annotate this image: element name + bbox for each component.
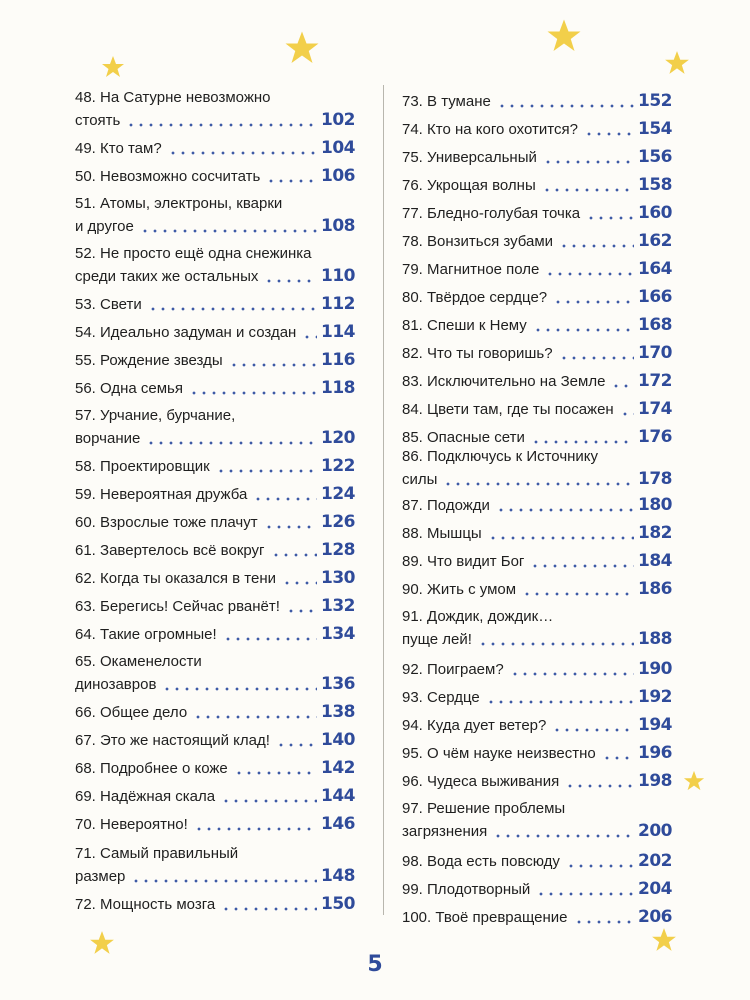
toc-entry-title: размер [75, 868, 126, 885]
toc-entry-title: 98. Вода есть повсюду [402, 853, 560, 870]
toc-entry-title: силы [402, 471, 438, 488]
dot-leader [216, 469, 317, 473]
dot-leader [565, 784, 634, 788]
dot-leader [510, 672, 634, 676]
toc-page-number: 140 [321, 730, 355, 750]
dot-leader [533, 328, 634, 332]
toc-page-number: 118 [321, 378, 355, 398]
toc-entry[interactable] [75, 595, 355, 618]
star-icon [100, 55, 126, 79]
dot-leader [253, 497, 317, 501]
star-icon [545, 18, 583, 54]
toc-entry[interactable] [75, 813, 355, 836]
dot-leader [545, 272, 634, 276]
toc-page-number: 108 [321, 216, 355, 236]
toc-entry[interactable] [402, 742, 672, 765]
dot-leader [478, 642, 634, 646]
star-icon [283, 30, 321, 66]
toc-entry[interactable] [402, 686, 672, 709]
toc-entry-title: стоять [75, 112, 121, 129]
toc-entry-title: 64. Такие огромные! [75, 626, 217, 643]
toc-entry-title: 54. Идеально задуман и создан [75, 324, 297, 341]
dot-leader [566, 864, 634, 868]
toc-entry-title: ворчание [75, 430, 141, 447]
dot-leader [522, 592, 634, 596]
toc-entry[interactable] [402, 714, 672, 737]
toc-entry[interactable] [402, 878, 672, 901]
toc-page-number: 188 [638, 629, 672, 649]
dot-leader [221, 799, 317, 803]
dot-leader [620, 412, 634, 416]
toc-entry-title: 99. Плодотворный [402, 881, 531, 898]
toc-page-number: 206 [638, 907, 672, 927]
toc-entry-title: 58. Проектировщик [75, 458, 210, 475]
toc-entry[interactable] [75, 405, 355, 450]
toc-page-number: 134 [321, 624, 355, 644]
toc-entry-title: 66. Общее дело [75, 704, 188, 721]
dot-leader [140, 229, 317, 233]
toc-entry[interactable] [75, 701, 355, 724]
toc-entry-title: 56. Одна семья [75, 380, 183, 397]
toc-page-number: 198 [638, 771, 672, 791]
dot-leader [264, 279, 317, 283]
toc-entry-title: 95. О чём науке неизвестно [402, 745, 596, 762]
toc-entry[interactable] [402, 398, 672, 421]
toc-entry[interactable] [402, 146, 672, 169]
toc-page-number: 174 [638, 399, 672, 419]
dot-leader [193, 715, 317, 719]
dot-leader [276, 743, 317, 747]
toc-entry[interactable] [75, 293, 355, 316]
dot-leader [574, 920, 635, 924]
toc-page-number: 166 [638, 287, 672, 307]
toc-page-number: 158 [638, 175, 672, 195]
toc-entry-title: 83. Исключительно на Земле [402, 373, 606, 390]
dot-leader [234, 771, 317, 775]
toc-page-number: 132 [321, 596, 355, 616]
toc-entry-title: 68. Подробнее о коже [75, 760, 228, 777]
dot-leader [486, 700, 634, 704]
dot-leader [611, 384, 634, 388]
dot-leader [552, 728, 634, 732]
dot-leader [542, 188, 634, 192]
page-number: 5 [367, 952, 383, 977]
toc-entry[interactable] [402, 494, 672, 517]
dot-leader [264, 525, 317, 529]
toc-page-number: 110 [321, 266, 355, 286]
dot-leader [543, 160, 634, 164]
dot-leader [148, 307, 317, 311]
toc-page-number: 138 [321, 702, 355, 722]
toc-entry-title: 81. Спеши к Нему [402, 317, 527, 334]
dot-leader [221, 907, 317, 911]
toc-entry[interactable] [75, 377, 355, 400]
toc-entry[interactable] [402, 446, 672, 491]
toc-page-number: 178 [638, 469, 672, 489]
dot-leader [146, 441, 317, 445]
toc-entry-title: загрязнения [402, 823, 488, 840]
toc-entry-title: 96. Чудеса выживания [402, 773, 560, 790]
toc-entry-title: 94. Куда дует ветер? [402, 717, 547, 734]
toc-entry-title: 88. Мышцы [402, 525, 482, 542]
toc-entry-title: 62. Когда ты оказался в тени [75, 570, 276, 587]
toc-entry[interactable] [402, 342, 672, 365]
toc-entry[interactable] [402, 906, 672, 929]
toc-entry-title: 79. Магнитное поле [402, 261, 540, 278]
toc-entry[interactable] [75, 193, 355, 238]
dot-leader [131, 879, 317, 883]
toc-entry[interactable] [75, 623, 355, 646]
toc-page-number: 150 [321, 894, 355, 914]
toc-page-number: 114 [321, 322, 355, 342]
toc-entry[interactable] [402, 850, 672, 873]
toc-page-number: 176 [638, 427, 672, 447]
toc-entry[interactable] [402, 798, 672, 843]
toc-entry-title: 67. Это же настоящий клад! [75, 732, 270, 749]
toc-entry-title: и другое [75, 218, 134, 235]
toc-entry[interactable] [75, 165, 355, 188]
toc-page-number: 156 [638, 147, 672, 167]
toc-entry[interactable] [75, 843, 355, 888]
dot-leader [559, 356, 634, 360]
toc-page-number: 194 [638, 715, 672, 735]
toc-page-number: 172 [638, 371, 672, 391]
toc-entry[interactable] [402, 202, 672, 225]
toc-entry[interactable] [75, 893, 355, 916]
dot-leader [586, 216, 634, 220]
toc-page-number: 104 [321, 138, 355, 158]
toc-entry-title: 76. Укрощая волны [402, 177, 536, 194]
toc-entry-title: 53. Свети [75, 296, 142, 313]
dot-leader [536, 892, 634, 896]
dot-leader [493, 834, 634, 838]
toc-page-number: 126 [321, 512, 355, 532]
dot-leader [488, 536, 634, 540]
toc-page-number: 204 [638, 879, 672, 899]
toc-entry-title: 86. Подключусь к Источнику [402, 448, 599, 465]
toc-entry[interactable] [402, 118, 672, 141]
dot-leader [559, 244, 634, 248]
toc-entry-title: 77. Бледно-голубая точка [402, 205, 581, 222]
toc-entry[interactable] [75, 567, 355, 590]
toc-entry[interactable] [75, 137, 355, 160]
toc-entry[interactable] [75, 511, 355, 534]
dot-leader [584, 132, 634, 136]
dot-leader [162, 687, 317, 691]
star-icon [663, 50, 691, 76]
toc-page-number: 144 [321, 786, 355, 806]
toc-entry-title: 70. Невероятно! [75, 816, 188, 833]
toc-entry-title: динозавров [75, 676, 157, 693]
star-icon [650, 927, 678, 953]
toc-page-number: 106 [321, 166, 355, 186]
toc-page-number: 190 [638, 659, 672, 679]
toc-page-number: 120 [321, 428, 355, 448]
toc-page-number: 148 [321, 866, 355, 886]
dot-leader [286, 609, 317, 613]
toc-entry[interactable] [402, 90, 672, 113]
dot-leader [271, 553, 317, 557]
toc-entry[interactable] [402, 606, 672, 651]
toc-entry-title: 100. Твоё превращение [402, 909, 568, 926]
toc-entry[interactable] [75, 757, 355, 780]
toc-entry-title: 75. Универсальный [402, 149, 537, 166]
toc-entry-title: 55. Рождение звезды [75, 352, 223, 369]
toc-entry-title: 65. Окаменелости [75, 653, 202, 670]
toc-entry[interactable] [402, 174, 672, 197]
toc-entry-title: 63. Берегись! Сейчас рванёт! [75, 598, 280, 615]
dot-leader [302, 335, 317, 339]
dot-leader [223, 637, 317, 641]
dot-leader [553, 300, 634, 304]
toc-entry[interactable] [75, 785, 355, 808]
toc-entry[interactable] [75, 729, 355, 752]
toc-entry-title: 59. Невероятная дружба [75, 486, 248, 503]
toc-page-number: 186 [638, 579, 672, 599]
toc-entry[interactable] [75, 483, 355, 506]
toc-entry[interactable] [75, 87, 355, 132]
toc-entry-title: 72. Мощность мозга [75, 896, 216, 913]
toc-page-number: 168 [638, 315, 672, 335]
toc-entry[interactable] [75, 539, 355, 562]
toc-entry[interactable] [402, 258, 672, 281]
toc-entry[interactable] [402, 578, 672, 601]
toc-page-number: 180 [638, 495, 672, 515]
toc-entry-title: 85. Опасные сети [402, 429, 525, 446]
toc-entry-title: среди таких же остальных [75, 268, 259, 285]
dot-leader [168, 151, 317, 155]
toc-entry[interactable] [75, 321, 355, 344]
toc-page-number: 192 [638, 687, 672, 707]
toc-entry[interactable] [402, 286, 672, 309]
toc-page-number: 136 [321, 674, 355, 694]
toc-entry-title: 90. Жить с умом [402, 581, 517, 598]
toc-entry[interactable] [402, 230, 672, 253]
toc-entry-title: 73. В тумане [402, 93, 491, 110]
toc-page-number: 200 [638, 821, 672, 841]
toc-page-number: 128 [321, 540, 355, 560]
dot-leader [189, 391, 317, 395]
dot-leader [496, 508, 634, 512]
dot-leader [194, 827, 317, 831]
toc-entry[interactable] [75, 243, 355, 288]
toc-entry-title: 74. Кто на кого охотится? [402, 121, 578, 138]
dot-leader [229, 363, 317, 367]
dot-leader [266, 179, 317, 183]
dot-leader [531, 440, 634, 444]
toc-page-number: 164 [638, 259, 672, 279]
toc-entry-title: 61. Завертелось всё вокруг [75, 542, 265, 559]
dot-leader [126, 123, 317, 127]
toc-page-number: 154 [638, 119, 672, 139]
toc-entry-title: 91. Дождик, дождик… [402, 608, 554, 625]
toc-entry-title: 80. Твёрдое сердце? [402, 289, 548, 306]
toc-entry-title: 89. Что видит Бог [402, 553, 525, 570]
toc-entry[interactable] [75, 651, 355, 696]
toc-entry[interactable] [402, 370, 672, 393]
toc-page-number: 196 [638, 743, 672, 763]
toc-page-number: 116 [321, 350, 355, 370]
toc-entry-title: 48. На Сатурне невозможно [75, 89, 271, 106]
toc-entry-title: 57. Урчание, бурчание, [75, 407, 236, 424]
toc-page-number: 142 [321, 758, 355, 778]
dot-leader [602, 756, 634, 760]
column-divider [383, 85, 384, 915]
dot-leader [282, 581, 317, 585]
toc-entry-title: 60. Взрослые тоже плачут [75, 514, 258, 531]
toc-entry-title: пуще лей! [402, 631, 472, 648]
dot-leader [497, 104, 634, 108]
star-icon [683, 770, 705, 792]
toc-entry-title: 71. Самый правильный [75, 845, 239, 862]
toc-entry[interactable] [75, 349, 355, 372]
toc-entry-title: 51. Атомы, электроны, кварки [75, 195, 283, 212]
toc-entry[interactable] [402, 658, 672, 681]
toc-entry[interactable] [75, 455, 355, 478]
dot-leader [443, 482, 634, 486]
toc-entry[interactable] [402, 522, 672, 545]
toc-entry-title: 69. Надёжная скала [75, 788, 216, 805]
dot-leader [530, 564, 634, 568]
toc-page-number: 182 [638, 523, 672, 543]
toc-entry-title: 87. Подожди [402, 497, 490, 514]
toc-page-number: 146 [321, 814, 355, 834]
toc-entry-title: 84. Цвети там, где ты посажен [402, 401, 614, 418]
toc-page-number: 124 [321, 484, 355, 504]
toc-page-number: 170 [638, 343, 672, 363]
toc-page-number: 162 [638, 231, 672, 251]
toc-page-number: 112 [321, 294, 355, 314]
toc-entry-title: 92. Поиграем? [402, 661, 504, 678]
toc-entry-title: 49. Кто там? [75, 140, 162, 157]
toc-page-number: 122 [321, 456, 355, 476]
toc-entry-title: 97. Решение проблемы [402, 800, 566, 817]
toc-entry[interactable] [402, 770, 672, 793]
toc-page-number: 160 [638, 203, 672, 223]
toc-page-number: 130 [321, 568, 355, 588]
toc-entry-title: 93. Сердце [402, 689, 480, 706]
toc-entry-title: 82. Что ты говоришь? [402, 345, 553, 362]
toc-entry-title: 78. Вонзиться зубами [402, 233, 554, 250]
toc-page-number: 202 [638, 851, 672, 871]
toc-entry-title: 52. Не просто ещё одна снежинка [75, 245, 312, 262]
toc-page-number: 184 [638, 551, 672, 571]
toc-entry[interactable] [402, 314, 672, 337]
toc-page-number: 102 [321, 110, 355, 130]
toc-page-number: 152 [638, 91, 672, 111]
toc-entry-title: 50. Невозможно сосчитать [75, 168, 261, 185]
toc-entry[interactable] [402, 550, 672, 573]
